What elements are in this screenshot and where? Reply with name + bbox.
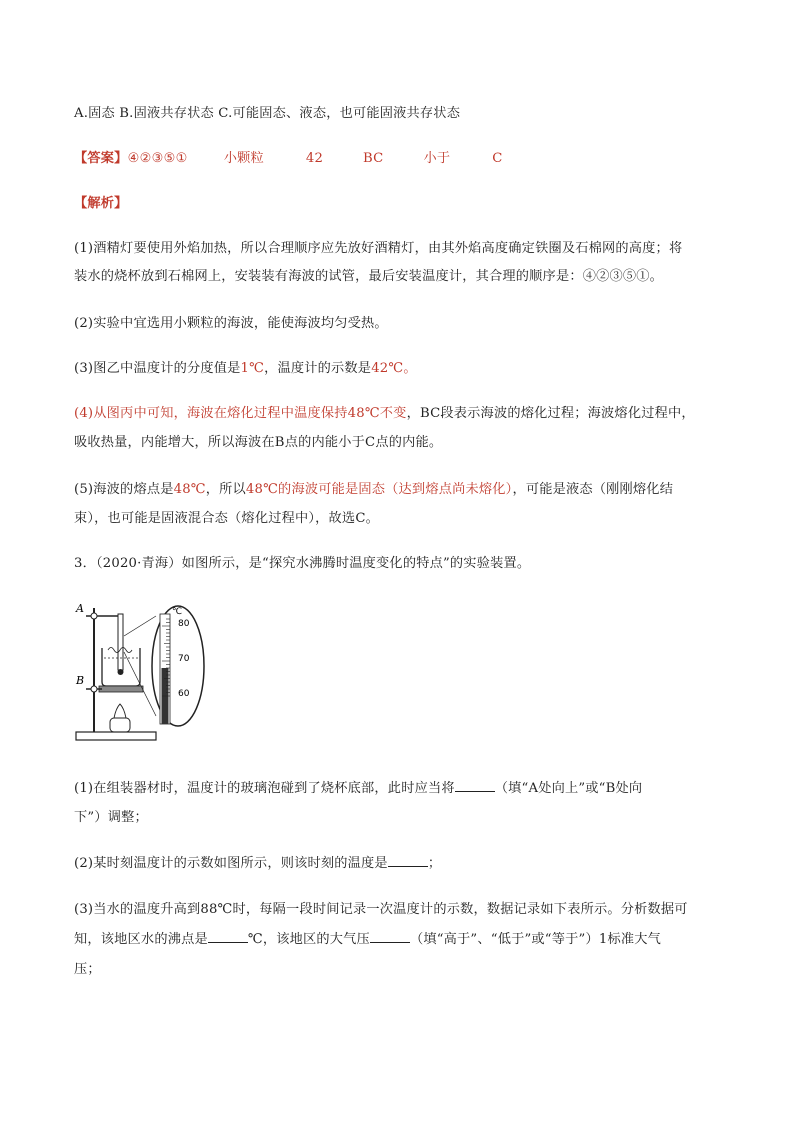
label-b: B — [76, 674, 85, 687]
text-segment: (5)海波的熔点是 — [74, 482, 174, 497]
text-segment: ，所以 — [205, 482, 246, 497]
answer-blank[interactable] — [388, 854, 428, 867]
analysis-p1-line2: 装水的烧杯放到石棉网上，安装装有海波的试管，最后安装温度计，其合理的顺序是：④②③⑤①。 — [74, 269, 664, 284]
analysis-p1-line1: (1)酒精灯要使用外焰加热，所以合理顺序应先放好酒精灯，由其外焰高度确定铁圈及石棉网的高度；将 — [74, 241, 683, 256]
tick-label: 60 — [178, 689, 190, 699]
q3-line2 — [74, 928, 661, 947]
text-segment: 48℃的海波可能是固态（达到熔点尚未熔化） — [245, 482, 513, 497]
apparatus-diagram — [72, 600, 212, 745]
analysis-p4-line2: 吸收热量，内能增大，所以海波在B点的内能小于C点的内能。 — [74, 435, 443, 450]
stand-base — [76, 732, 156, 740]
unit-label: ℃ — [172, 607, 183, 617]
analysis-p4-line1 — [74, 402, 695, 421]
gauze — [99, 686, 143, 692]
q1-line2: 下”）调整； — [74, 810, 148, 825]
answer-tag: 【答案】 — [74, 151, 128, 166]
q3-line3: 压； — [74, 962, 101, 977]
flame — [114, 704, 126, 718]
options-line: A.固态 B.固液共存状态 C.可能固态、液态，也可能固液共存状态 — [74, 106, 461, 121]
analysis-p5-line1 — [74, 478, 673, 497]
answer-item: C — [492, 151, 503, 166]
text-segment: （填“A处向上”或“B处向 — [494, 781, 643, 796]
analysis-p2: (2)实验中宜选用小颗粒的海波，能使海波均匀受热。 — [74, 316, 388, 331]
analysis-p3 — [74, 357, 417, 376]
answer-blank[interactable] — [208, 930, 248, 943]
text-segment: (3)图乙中温度计的分度值是 — [74, 361, 241, 376]
text-segment: ，温度计的示数是 — [264, 361, 372, 376]
answer-blank[interactable] — [455, 779, 495, 792]
text-segment: ℃，该地区的大气压 — [247, 932, 370, 947]
text-segment: 48℃不变 — [347, 406, 407, 421]
text-segment: (1)在组装器材时，温度计的玻璃泡碰到了烧杯底部，此时应当将 — [74, 781, 455, 796]
tick-label: 70 — [178, 654, 190, 664]
q2-line — [74, 852, 441, 871]
text-segment: （填“高于”、“低于”或“等于”）1标准大气 — [409, 932, 661, 947]
text-segment: (4)从图丙中可知，海波在熔化过程中温度保持 — [74, 406, 348, 421]
text-segment: ，可能是液态（刚刚熔化结 — [512, 482, 674, 497]
text-segment: 48℃ — [173, 482, 206, 497]
answer-item: 小颗粒 — [223, 151, 264, 166]
experiment-figure — [72, 600, 212, 745]
analysis-p5-line2: 束），也可能是固液混合态（熔化过程中），故选C。 — [74, 511, 380, 526]
thermometer — [118, 614, 123, 670]
analysis-tag: 【解析】 — [74, 196, 128, 211]
answer-line — [74, 147, 533, 166]
answer-item: BC — [363, 151, 384, 166]
label-a: A — [76, 602, 84, 615]
tick-label: 80 — [178, 619, 190, 629]
q1-line1 — [74, 777, 642, 796]
answer-item: 42 — [305, 151, 324, 166]
text-segment: ； — [427, 856, 442, 871]
q3-line1: (3)当水的温度升高到88℃时，每隔一段时间记录一次温度计的示数，数据记录如下表所示。分析数据可 — [74, 902, 688, 917]
text-segment: 1℃ — [240, 361, 265, 376]
answer-item: 小于 — [423, 151, 451, 166]
text-segment: 知，该地区水的沸点是 — [74, 932, 208, 947]
answer-blank[interactable] — [370, 930, 410, 943]
text-segment: (2)某时刻温度计的示数如图所示，则该时刻的温度是 — [74, 856, 388, 871]
text-segment: ，BC段表示海波的熔化过程；海波熔化过程中， — [406, 406, 695, 421]
answer-item: ④②③⑤① — [127, 151, 188, 166]
alcohol-lamp — [110, 718, 130, 732]
text-segment: 42℃。 — [371, 361, 417, 376]
question-title: 3．（2020·青海）如图所示，是“探究水沸腾时温度变化的特点”的实验装置。 — [74, 556, 531, 571]
